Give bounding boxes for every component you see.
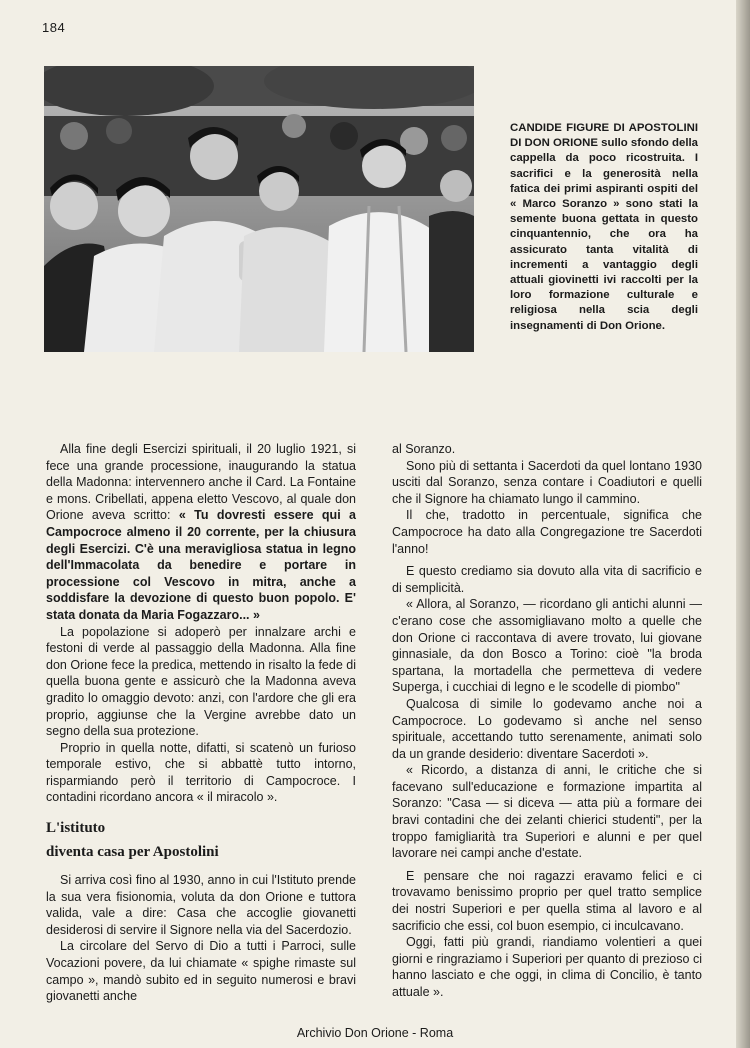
paragraph: Proprio in quella notte, difatti, si scatenò un furioso temporale estivo, che si abbattè tutto intorno, risparmiando però il territorio di Campocroce. I contadini ricordano ancora « il miracolo ». (46, 740, 356, 805)
archive-footer: Archivio Don Orione - Roma (296, 1026, 454, 1040)
paragraph: La popolazione si adoperò per innalzare archi e festoni di verde al passaggio della Madonna. Alla fine don Orione fece la predica, mettendo in risalto la fede di quella buona gente e assicurò che la Madonna aveva gradito lo omaggio devoto: anzi, con l'ardore che gli era proprio, aggiunse che la Vergine avrebbe dato un segno della sua protezione. (46, 624, 356, 739)
paragraph: al Soranzo. (392, 442, 456, 456)
paragraph: Sono più di settanta i Sacerdoti da quel lontano 1930 usciti dal Soranzo, senza contare i Coadiutori e quelli che il Signore ha chiamato lungo il cammino. (392, 458, 702, 506)
altar-boys-photo-illustration (44, 66, 474, 352)
paragraph: « Allora, al Soranzo, — ricordano gli antichi alunni — c'erano cose che assomigliavano molto a quelle che don Orione ci raccontava di avere trovato, lui giovane ginnasiale, da don Bosco a Torino: cioè "la broda spartana, la mortadella che permetteva di vedere Superga, i cucchiai di legno e le scodelle di piombo" (392, 597, 702, 695)
paragraph: « Ricordo, a distanza di anni, le critiche che si facevano sull'educazione e formazione impartita al Soranzo: "Casa — si diceva — atta più a formare dei bravi contadini che dei zelanti chierici studenti", per la troppo famigliarità tra Superiori e alunni e per quel lavorare nei campi anche d'estate. (392, 763, 702, 861)
quoted-letter: « Tu dovresti essere qui a Campocroce almeno il 20 corrente, per la chiusura degli Esercizi. C'è una meravigliosa statua in legno dell'Immacolata da benedire e portare in processione col Vescovo in mitra, anche a soddisfare la devozione di questo buon popolo. E' stata donata da Maria Fogazzaro... » (46, 508, 357, 622)
paragraph: Oggi, fatti più grandi, riandiamo volentieri a quei giorni e ringraziamo i Superiori per quanto di prezioso ci hanno lasciato e che oggi, in clima di Concilio, è tanto attuale ». (392, 935, 702, 999)
paragraph: La circolare del Servo di Dio a tutti i Parroci, sulle Vocazioni povere, da lui chiamate « spighe rimaste sul campo », mandò subito ed in seguito numerosi e bravi giovanetti anche (46, 939, 356, 1004)
caption-body: sullo sfondo della cappella da poco ricostruita. I sacrifici e la generosità nella fatica dei primi aspiranti ospiti del « Marco Soranzo » sono stati la semente buona gettata in questo cinquantennio, che ora ha assicurato tanta vitalità di incrementi a vantaggio degli attuali giovinetti ivi raccolti per la loro formazione culturale e religiosa nella scia degli insegnamenti di Don Orione. (510, 137, 698, 332)
paragraph: Qualcosa di simile lo godevamo anche noi a Campocroce. Lo godevamo sì anche nel senso spirituale, accettando tutto serenamente, animati solo da un grande desiderio: diventare Sacerdoti ». (392, 696, 702, 761)
left-text-column (46, 441, 356, 1005)
paragraph (46, 441, 356, 624)
paragraph: Il che, tradotto in percentuale, significa che Campocroce ha dato alla Congregazione tre Sacerdoti l'anno! (392, 508, 702, 556)
section-heading-line-1: L'istituto (46, 820, 106, 837)
page-edge-shadow (736, 0, 750, 1048)
right-text-column (392, 441, 702, 1001)
paragraph: E questo crediamo sia dovuto alla vita di sacrificio e di semplicità. (392, 564, 702, 595)
caption-title: CANDIDE FIGURE DI APOSTOLINI DI DON ORIONE (510, 122, 698, 150)
section-heading-line-2: diventa casa per Apostolini (46, 844, 219, 861)
paragraph: Si arriva così fino al 1930, anno in cui l'Istituto prende la sua vera fisionomia, voluta da don Orione e tuttora valida, vale a dire: Casa che accoglie giovanetti desiderosi di servire il Signore nella via del Sacerdozio. (46, 873, 356, 937)
paragraph-text: Alla fine degli Esercizi spirituali, il 20 luglio 1921, si fece una grande processione, inaugurando la statua della Madonna: intervennero anche il Card. La Fontaine e mons. Cribellati, appena eletto Vescovo, al quale don Orione aveva scritto: (46, 442, 356, 523)
section-heading (46, 818, 356, 862)
page-number: 184 (42, 20, 66, 35)
procession-photo (44, 66, 474, 352)
paragraph: E pensare che noi ragazzi eravamo felici e ci trovavamo benissimo proprio per quel tratto semplice dei nostri Superiori e per quella stima al lavoro e al sacrificio che essi, col buon esempio, ci inculcavano. (392, 868, 702, 933)
photo-caption (510, 121, 698, 334)
